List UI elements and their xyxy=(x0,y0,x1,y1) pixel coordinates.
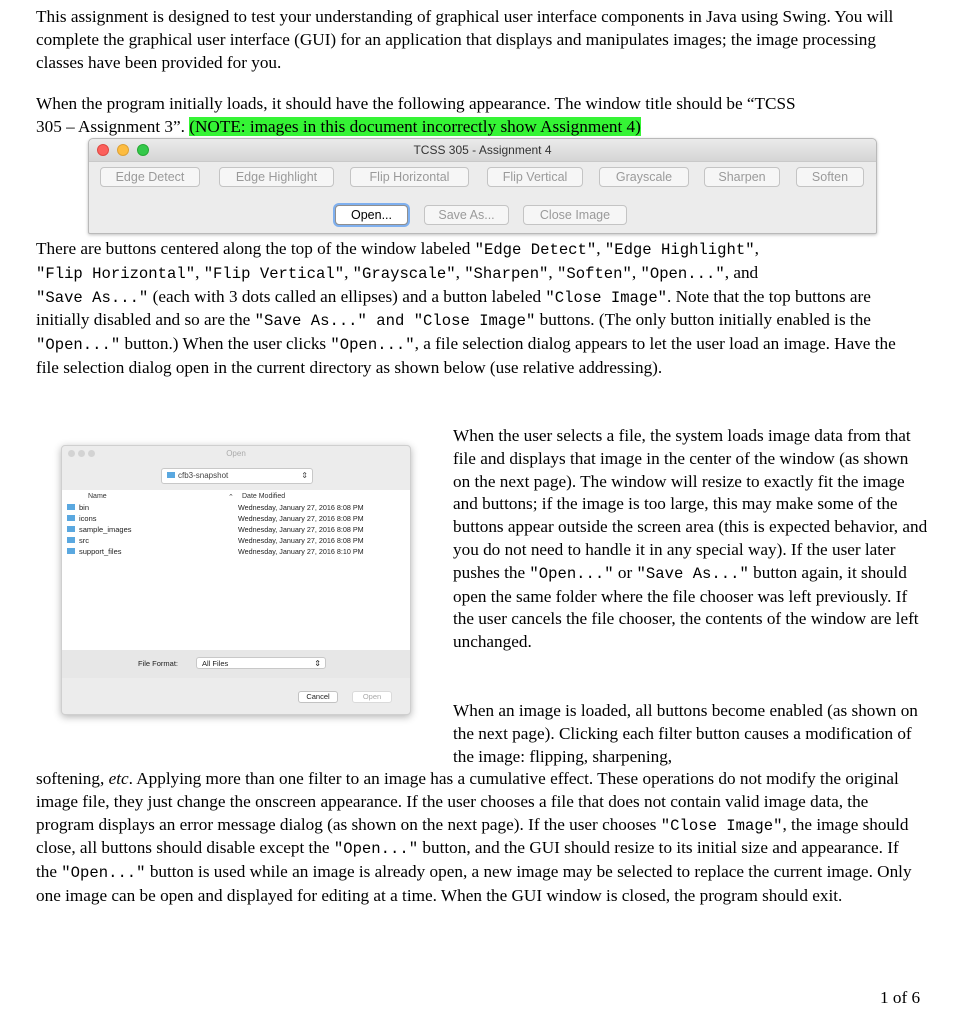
column-header-date[interactable]: Date Modified xyxy=(242,493,286,500)
close-window-icon xyxy=(68,450,75,457)
open-dialog-screenshot xyxy=(61,445,411,715)
code-save-close: "Save As..." and "Close Image" xyxy=(254,312,536,331)
text-run: , xyxy=(195,262,204,282)
zoom-window-icon xyxy=(137,144,149,156)
code-open: "Open..." xyxy=(36,336,121,355)
minimize-window-icon xyxy=(78,450,85,457)
open-dialog-button[interactable]: Open xyxy=(352,691,392,703)
code-open: "Open..." xyxy=(529,564,614,583)
text-run: (each with 3 dots called an ellipses) and a button labeled xyxy=(148,286,546,306)
text-run: , and xyxy=(724,262,759,282)
file-row-date: Wednesday, January 27, 2016 8:08 PM xyxy=(238,536,364,545)
code-soften: "Soften" xyxy=(557,264,632,283)
file-row-date: Wednesday, January 27, 2016 8:08 PM xyxy=(238,503,364,512)
folder-icon xyxy=(167,472,175,478)
text-run: button again, it should open the same folder where the file chooser was left previously. If the user cancels the file chooser, the contents of the window are left unchanged. xyxy=(453,562,919,652)
soften-button[interactable]: Soften xyxy=(796,167,864,187)
code-close-image: "Close Image" xyxy=(545,288,668,307)
text-italic: etc xyxy=(108,769,129,788)
file-row-name[interactable] xyxy=(77,547,122,556)
text-run: button.) When the user clicks xyxy=(120,334,331,354)
image-loaded-paragraph-b xyxy=(36,768,921,908)
edge-detect-button[interactable]: Edge Detect xyxy=(100,167,200,187)
folder-icon xyxy=(67,537,75,543)
close-window-icon xyxy=(97,144,109,156)
file-row-date: Wednesday, January 27, 2016 8:10 PM xyxy=(238,547,364,556)
code-grayscale: "Grayscale" xyxy=(352,264,456,283)
file-format-value: All Files xyxy=(202,659,229,668)
folder-icon xyxy=(67,548,75,554)
file-row-name[interactable] xyxy=(77,503,89,512)
cancel-button[interactable]: Cancel xyxy=(298,691,338,703)
file-row-date: Wednesday, January 27, 2016 8:08 PM xyxy=(238,525,364,534)
minimize-window-icon xyxy=(117,144,129,156)
close-image-button[interactable]: Close Image xyxy=(523,205,627,225)
text-run: , xyxy=(548,262,558,282)
save-as-button[interactable]: Save As... xyxy=(424,205,509,225)
page-number: 1 of 6 xyxy=(880,988,921,1007)
intro-paragraph: This assignment is designed to test your understanding of graphical user interface components in Java using Swing. You will complete the graphical user interface (GUI) for an application that displays and manipulates images; the image processing classes have been provided for you. xyxy=(36,7,894,72)
file-name: icons xyxy=(79,514,97,523)
dialog-title: Open xyxy=(226,449,246,458)
folder-select[interactable] xyxy=(161,468,313,484)
code-flip-horizontal: "Flip Horizontal" xyxy=(36,264,196,283)
text-run: When the user selects a file, the system loads image data from that file and displays that image in the center of the window (as shown on the next page). The window will resize to exactly fit the image and buttons; if the image is too large, this may make some of the buttons appear outside the screen area (this is expected behavior, and you do not need to handle it in any special way). If the user later pushes the xyxy=(453,426,928,582)
code-flip-vertical: "Flip Vertical" xyxy=(203,264,345,283)
folder-icon xyxy=(67,526,75,532)
file-name: src xyxy=(79,536,89,545)
text-run: , xyxy=(455,262,465,282)
text-run: softening, xyxy=(36,769,109,788)
folder-icon xyxy=(67,515,75,521)
grayscale-button[interactable]: Grayscale xyxy=(599,167,689,187)
file-format-select[interactable] xyxy=(196,657,326,669)
edge-highlight-button[interactable]: Edge Highlight xyxy=(219,167,334,187)
text-run: , xyxy=(754,239,759,258)
app-window-screenshot xyxy=(88,138,877,234)
code-edge-detect: "Edge Detect" xyxy=(474,241,597,259)
sharpen-button[interactable]: Sharpen xyxy=(704,167,780,187)
window-titlebar xyxy=(89,139,876,162)
text-run: . Applying more than one filter to an image has a cumulative effect. These operations do not modify the original image file, they just change the onscreen appearance. If the user chooses a file that does not contain valid image data, the program displays an error message dialog (as shown on the next page). If the user chooses xyxy=(36,769,899,834)
file-name: support_files xyxy=(79,547,122,556)
file-name: bin xyxy=(79,503,90,512)
text-run: There are buttons centered along the top of the window labeled xyxy=(36,239,475,258)
load-text-line2: 305 – Assignment 3”. xyxy=(36,116,185,136)
flip-vertical-button[interactable]: Flip Vertical xyxy=(487,167,583,187)
file-row-date: Wednesday, January 27, 2016 8:08 PM xyxy=(238,514,364,523)
text-run: or xyxy=(613,562,637,582)
chevron-updown-icon: ⇕ xyxy=(314,659,321,668)
file-format-label: File Format: xyxy=(138,659,179,668)
text-run: . Note that the top buttons are initially disabled and so are the xyxy=(36,286,871,330)
text-run: buttons. (The only button initially enabled is the xyxy=(535,310,871,330)
text-run: , xyxy=(596,239,605,258)
text-run: , the image should close, all buttons should disable except the xyxy=(36,814,909,858)
chevron-updown-icon: ⇕ xyxy=(301,471,308,480)
zoom-window-icon xyxy=(88,450,95,457)
code-open: "Open..." xyxy=(330,336,415,355)
text-run: , xyxy=(631,262,641,282)
open-button[interactable]: Open... xyxy=(335,205,408,225)
dialog-titlebar xyxy=(62,446,410,462)
file-format-bar xyxy=(62,650,410,678)
folder-icon xyxy=(67,504,75,510)
text-run: button, and the GUI should resize to its initial size and appearance. If the xyxy=(36,838,899,882)
text-run: button is used while an image is already open, a new image may be selected to replace the current image. Only one image can be open and displayed for editing at a time. When the GUI window is closed, the program should exit. xyxy=(36,862,912,905)
code-open: "Open..." xyxy=(61,864,146,883)
image-loaded-paragraph-a: When an image is loaded, all buttons become enabled (as shown on the next page). Clicking each filter button causes a modification of the image: flipping, sharpening, xyxy=(453,701,918,766)
file-row-name[interactable] xyxy=(77,536,89,545)
note-highlight: (NOTE: images in this document incorrectly show Assignment 4) xyxy=(189,116,641,136)
buttons-paragraph xyxy=(36,238,921,380)
sort-ascending-icon: ⌃ xyxy=(228,494,234,501)
file-list[interactable] xyxy=(62,490,410,650)
flip-horizontal-button[interactable]: Flip Horizontal xyxy=(350,167,469,187)
folder-name: cfb3-snapshot xyxy=(178,471,229,480)
code-open: "Open..." xyxy=(640,264,725,283)
code-edge-highlight: "Edge Highlight" xyxy=(604,241,755,259)
code-close-image: "Close Image" xyxy=(660,816,783,835)
initial-load-paragraph xyxy=(36,93,926,139)
code-save-as: "Save As..." xyxy=(636,564,749,583)
file-row-name[interactable] xyxy=(77,514,97,523)
text-run: , xyxy=(344,262,353,282)
code-open: "Open..." xyxy=(333,840,419,859)
code-save-as: "Save As..." xyxy=(36,288,149,307)
window-title: TCSS 305 - Assignment 4 xyxy=(413,143,552,157)
file-row-name[interactable] xyxy=(77,525,132,534)
code-sharpen: "Sharpen" xyxy=(464,264,549,283)
file-name: sample_images xyxy=(79,525,132,534)
file-selection-paragraph xyxy=(453,425,929,654)
column-header-name[interactable]: Name xyxy=(88,493,107,500)
load-text-line1: When the program initially loads, it should have the following appearance. The window title should be “TCSS xyxy=(36,94,796,113)
text-run: , a file selection dialog appears to let the user load an image. Have the file selection dialog open in the current directory as shown below (use relative addressing). xyxy=(36,334,896,377)
